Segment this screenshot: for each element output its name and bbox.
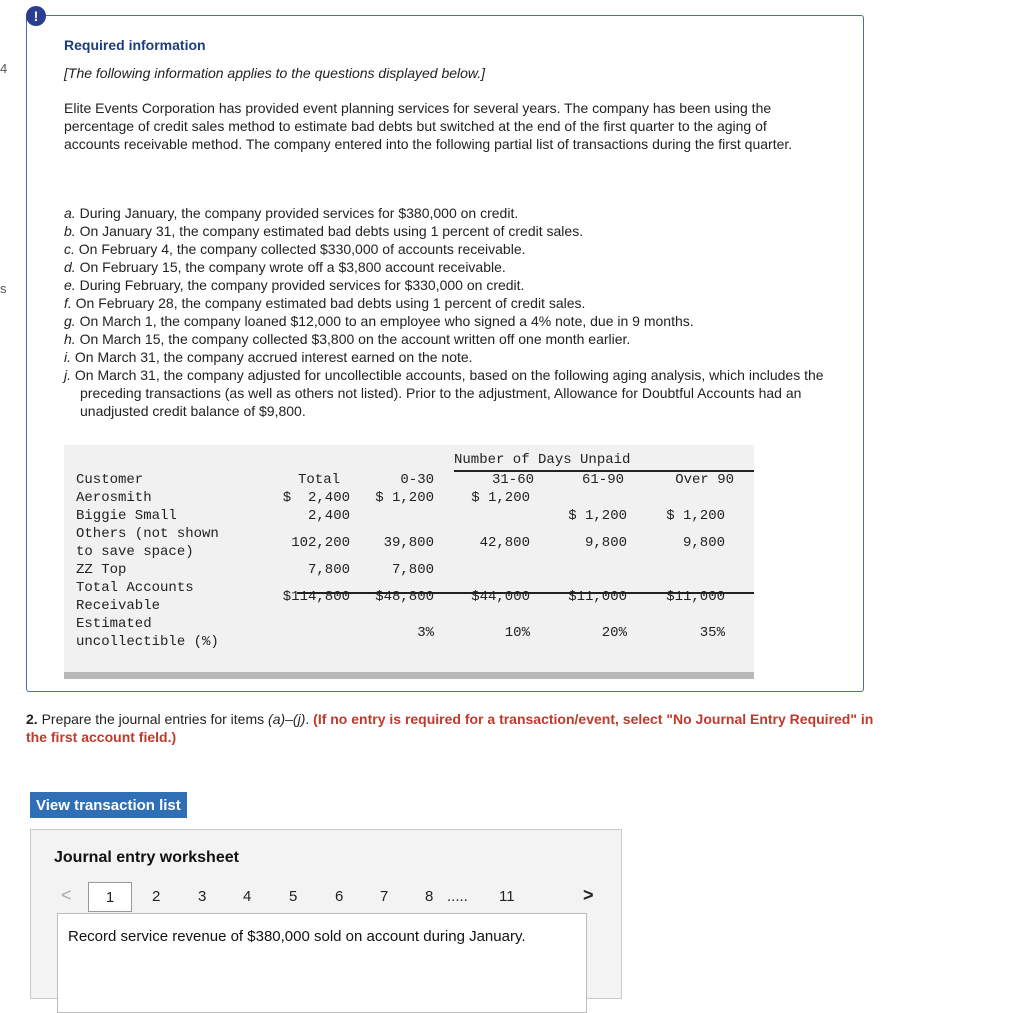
page-11[interactable]: 11 bbox=[499, 888, 515, 905]
row-61-90: $11,000 bbox=[568, 589, 627, 605]
row-customer: Aerosmith bbox=[76, 490, 152, 506]
page-4[interactable]: 4 bbox=[243, 888, 252, 905]
header-0-30: 0-30 bbox=[400, 472, 434, 488]
transaction-item: c. On February 4, the company collected $330,000 of accounts receivable. bbox=[64, 241, 526, 257]
row-0-30: $48,800 bbox=[375, 589, 434, 605]
next-page-icon[interactable]: > bbox=[583, 885, 594, 905]
transaction-item: h. On March 15, the company collected $3,800 on the account written off one month earlier. bbox=[64, 331, 631, 347]
question-instruction: (If no entry is required for a transaction/event, select "No Journal Entry Required" in the first account field.) bbox=[26, 711, 874, 745]
transaction-item: a. During January, the company provided services for $380,000 on credit. bbox=[64, 205, 519, 221]
transaction-list bbox=[64, 204, 834, 420]
worksheet-title: Journal entry worksheet bbox=[54, 849, 239, 866]
row-31-60: 10% bbox=[504, 625, 530, 641]
row-over-90: 35% bbox=[699, 625, 725, 641]
required-information-note: [The following information applies to the questions displayed below.] bbox=[64, 65, 486, 81]
row-61-90: 9,800 bbox=[584, 535, 627, 551]
view-transaction-list-button[interactable]: View transaction list bbox=[30, 792, 187, 818]
transaction-item: d. On February 15, the company wrote off a $3,800 account receivable. bbox=[64, 259, 506, 275]
transaction-item: f. On February 28, the company estimated bad debts using 1 percent of credit sales. bbox=[64, 295, 586, 311]
alert-icon: ! bbox=[26, 6, 46, 26]
items-reference: (a)–(j) bbox=[268, 711, 306, 727]
row-customer: Total Accounts Receivable bbox=[76, 580, 194, 614]
row-customer: Estimated uncollectible (%) bbox=[76, 616, 219, 650]
aging-analysis-table bbox=[64, 445, 754, 679]
row-0-30: 3% bbox=[417, 625, 434, 641]
row-over-90: $ 1,200 bbox=[666, 508, 725, 524]
row-61-90: $ 1,200 bbox=[568, 508, 627, 524]
required-information-title: Required information bbox=[64, 37, 206, 53]
prev-page-icon[interactable]: < bbox=[61, 885, 72, 905]
page-6[interactable]: 6 bbox=[335, 888, 344, 905]
edge-mark-top: 4 bbox=[0, 61, 8, 76]
header-61-90: 61-90 bbox=[581, 472, 624, 488]
row-total: 7,800 bbox=[307, 562, 350, 578]
row-over-90: 9,800 bbox=[682, 535, 725, 551]
transaction-item: e. During February, the company provided services for $330,000 on credit. bbox=[64, 277, 525, 293]
page-ellipsis: ..... bbox=[447, 888, 468, 905]
row-0-30: 39,800 bbox=[383, 535, 434, 551]
header-over-90: Over 90 bbox=[675, 472, 734, 488]
journal-entry-worksheet bbox=[30, 829, 622, 999]
row-customer: Biggie Small bbox=[76, 508, 177, 524]
header-total: Total bbox=[297, 472, 340, 488]
page-1[interactable]: 1 bbox=[88, 882, 132, 912]
page-2[interactable]: 2 bbox=[152, 888, 161, 905]
row-0-30: $ 1,200 bbox=[375, 490, 434, 506]
row-61-90: 20% bbox=[601, 625, 627, 641]
header-31-60: 31-60 bbox=[491, 472, 534, 488]
table-bottom-bar bbox=[64, 672, 754, 679]
transaction-item: j. On March 31, the company adjusted for uncollectible accounts, based on the following aging analysis, which includes the preceding transactions (as well as others not listed). Prior to the adjustment, Allowance for Doubtful Accounts had an unadjusted credit balance of $9,800. bbox=[64, 367, 824, 419]
row-total: $ 2,400 bbox=[282, 490, 350, 506]
transaction-item: i. On March 31, the company accrued interest earned on the note. bbox=[64, 349, 473, 365]
row-customer: ZZ Top bbox=[76, 562, 127, 578]
row-31-60: $ 1,200 bbox=[471, 490, 530, 506]
edge-mark-middle: s bbox=[0, 281, 7, 296]
row-0-30: 7,800 bbox=[391, 562, 434, 578]
transaction-item: g. On March 1, the company loaned $12,000 to an employee who signed a 4% note, due in 9 months. bbox=[64, 313, 694, 329]
header-customer: Customer bbox=[76, 472, 144, 488]
page-5[interactable]: 5 bbox=[289, 888, 298, 905]
page-3[interactable]: 3 bbox=[198, 888, 207, 905]
entry-description: Record service revenue of $380,000 sold on account during January. bbox=[57, 913, 587, 1013]
question-number: 2. bbox=[26, 711, 38, 727]
required-information-panel bbox=[26, 15, 864, 692]
row-31-60: $44,000 bbox=[471, 589, 530, 605]
row-total: $114,800 bbox=[282, 589, 350, 605]
days-unpaid-group-header: Number of Days Unpaid bbox=[454, 452, 631, 468]
row-31-60: 42,800 bbox=[479, 535, 530, 551]
scenario-intro: Elite Events Corporation has provided event planning services for several years. The company has been using the percentage of credit sales method to estimate bad debts but switched at the end of the first quarter to the aging of accounts receivable method. The company entered into the following partial list of transactions during the first quarter. bbox=[64, 100, 793, 152]
page-8[interactable]: 8 bbox=[425, 888, 434, 905]
transaction-item: b. On January 31, the company estimated bad debts using 1 percent of credit sales. bbox=[64, 223, 584, 239]
worksheet-pager bbox=[53, 882, 603, 914]
question-prompt: 2. Prepare the journal entries for items (a)–(j). (If no entry is required for a transaction/event, select "No Journal Entry Required" in the first account field.) bbox=[26, 711, 874, 745]
row-total: 2,400 bbox=[307, 508, 350, 524]
row-customer: Others (not shown to save space) bbox=[76, 526, 219, 560]
page-7[interactable]: 7 bbox=[380, 888, 389, 905]
row-total: 102,200 bbox=[291, 535, 350, 551]
row-over-90: $11,000 bbox=[666, 589, 725, 605]
